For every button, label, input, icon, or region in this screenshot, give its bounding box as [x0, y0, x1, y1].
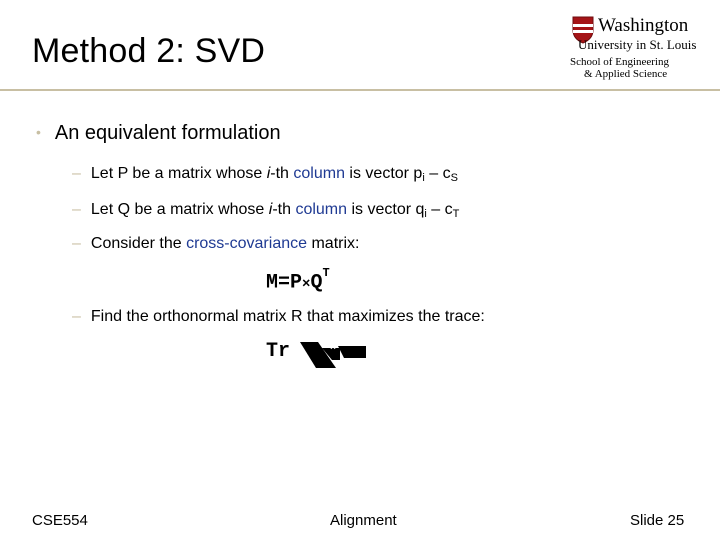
- text: is vector p: [344, 165, 423, 182]
- sub-bullet-4: [72, 308, 485, 326]
- text: matrix:: [307, 235, 360, 252]
- dash-icon: –: [72, 235, 81, 252]
- sub-bullet-1: [72, 165, 458, 183]
- subscript: i: [422, 172, 425, 184]
- svg-text:×: ×: [330, 343, 337, 354]
- sub-bullet-3: [72, 235, 359, 253]
- highlight-text: column: [293, 165, 345, 182]
- text: – c: [426, 201, 453, 218]
- footer-course: CSE554: [32, 512, 88, 529]
- equation-trace: [266, 340, 337, 368]
- highlight-text: column: [295, 201, 348, 218]
- eq-symbol: M: [266, 271, 279, 295]
- equation-cross-covariance: [266, 266, 330, 295]
- logo-line-2: University in St. Louis: [578, 37, 697, 52]
- text: is vector q: [347, 201, 425, 218]
- text: -th: [272, 201, 296, 218]
- garbled-equation-image: [296, 338, 368, 368]
- eq-symbol: Tr: [266, 340, 291, 363]
- sub-bullet-2: [72, 201, 459, 219]
- logo-line-1: Washington: [598, 15, 689, 36]
- subscript: T: [452, 208, 460, 220]
- logo-line-3: School of Engineering: [570, 56, 669, 68]
- dash-icon: –: [72, 308, 81, 325]
- text: Consider the: [90, 235, 187, 252]
- subscript: i: [424, 208, 427, 220]
- text: Let P be a matrix whose: [90, 165, 267, 182]
- footer-slide-number: Slide 25: [630, 512, 685, 529]
- dash-icon: –: [72, 201, 81, 218]
- text: – c: [424, 165, 451, 182]
- eq-superscript: T: [322, 266, 330, 280]
- main-bullet: [36, 122, 281, 145]
- eq-symbol: P: [290, 271, 303, 295]
- eq-symbol: Q: [310, 271, 323, 295]
- logo-line-4: & Applied Science: [584, 68, 668, 80]
- text: Find the orthonormal matrix R that maximizes the trace:: [90, 308, 485, 325]
- slide-title: Method 2: SVD: [32, 32, 266, 70]
- subscript: S: [450, 172, 458, 184]
- text: -th: [270, 165, 294, 182]
- dash-icon: –: [72, 165, 81, 182]
- text: Let Q be a matrix whose: [90, 201, 269, 218]
- bullet-dot-icon: •: [36, 124, 41, 140]
- footer-topic: Alignment: [330, 512, 397, 529]
- italic-i: i: [268, 201, 273, 218]
- main-bullet-text: An equivalent formulation: [54, 122, 281, 144]
- eq-symbol: =: [278, 271, 291, 295]
- highlight-text: cross-covariance: [186, 235, 308, 252]
- university-logo: [570, 14, 697, 80]
- italic-i: i: [266, 165, 271, 182]
- eq-symbol: ×: [302, 276, 311, 293]
- title-divider: [0, 89, 720, 91]
